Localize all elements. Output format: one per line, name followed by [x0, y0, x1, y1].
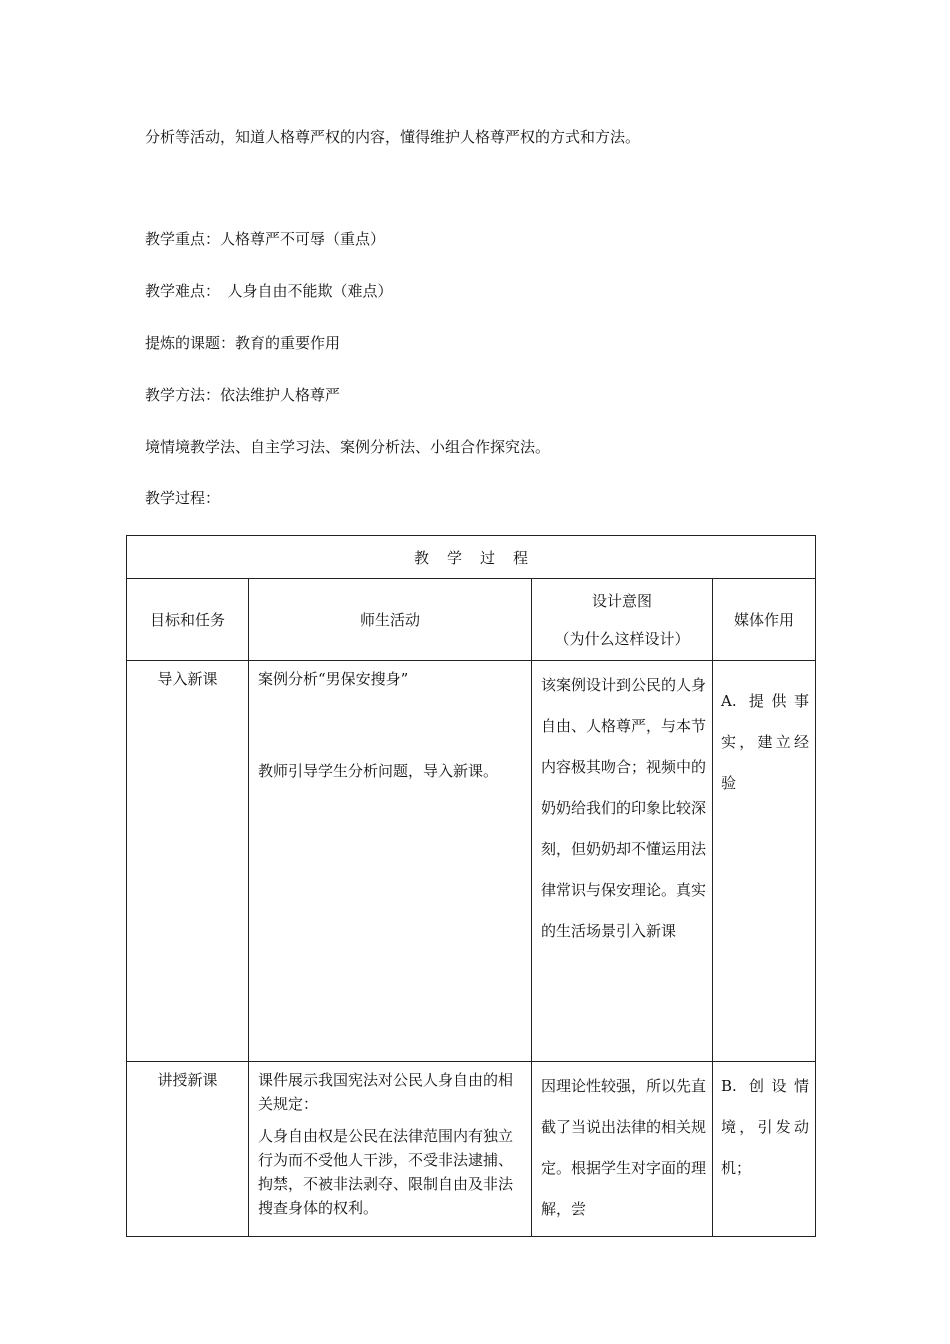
row-design: 因理论性较强，所以先直截了当说出法律的相关规定。根据学生对字面的理解，尝 — [532, 1062, 713, 1237]
table-row — [127, 1062, 816, 1237]
table-row — [127, 661, 816, 1062]
row-goal: 导入新课 — [127, 661, 249, 1062]
difficulty: 教学难点： 人身自由不能欺（难点） — [145, 282, 393, 300]
row-goal: 讲授新课 — [127, 1062, 249, 1237]
header-design-sub: （为什么这样设计） — [554, 629, 690, 648]
methods-list: 境情境教学法、自主学习法、案例分析法、小组合作探究法。 — [145, 438, 551, 456]
table-title-row — [127, 536, 816, 579]
row-media: B. 创设情境，引发动机； — [713, 1062, 816, 1237]
header-media: 媒体作用 — [713, 579, 816, 661]
row-activity — [249, 1062, 532, 1237]
table-title: 教学过程 — [127, 536, 816, 579]
header-design-label: 设计意图 — [591, 591, 652, 610]
header-design — [532, 579, 713, 661]
activity-guide: 教师引导学生分析问题，导入新课。 — [258, 762, 499, 780]
intro-line: 分析等活动，知道人格尊严权的内容，懂得维护人格尊严权的方式和方法。 — [145, 128, 641, 146]
row-media: A. 提供事实，建立经验 — [713, 661, 816, 1062]
header-activity: 师生活动 — [249, 579, 532, 661]
process-label: 教学过程： — [145, 489, 221, 507]
table-header-row — [127, 579, 816, 661]
teaching-process-table — [126, 535, 816, 1237]
teaching-method: 教学方法：依法维护人格尊严 — [145, 386, 341, 404]
activity-law-text: 人身自由权是公民在法律范围内有独立行为而不受他人干涉，不受非法逮捕、拘禁，不被非法剥夺、限制自由及非法搜查身体的权利。 — [258, 1127, 514, 1217]
activity-case: 案例分析“男保安搜身” — [258, 670, 409, 688]
lesson-topic: 提炼的课题：教育的重要作用 — [145, 334, 341, 352]
header-goal: 目标和任务 — [127, 579, 249, 661]
row-activity — [249, 661, 532, 1062]
row-design: 该案例设计到公民的人身自由、人格尊严，与本节内容极其吻合；视频中的奶奶给我们的印象比较深刻，但奶奶却不懂运用法律常识与保安理论。真实的生活场景引入新课 — [532, 661, 713, 1062]
key-point: 教学重点：人格尊严不可辱（重点） — [145, 230, 386, 248]
activity-show: 课件展示我国宪法对公民人身自由的相关规定： — [258, 1071, 514, 1113]
